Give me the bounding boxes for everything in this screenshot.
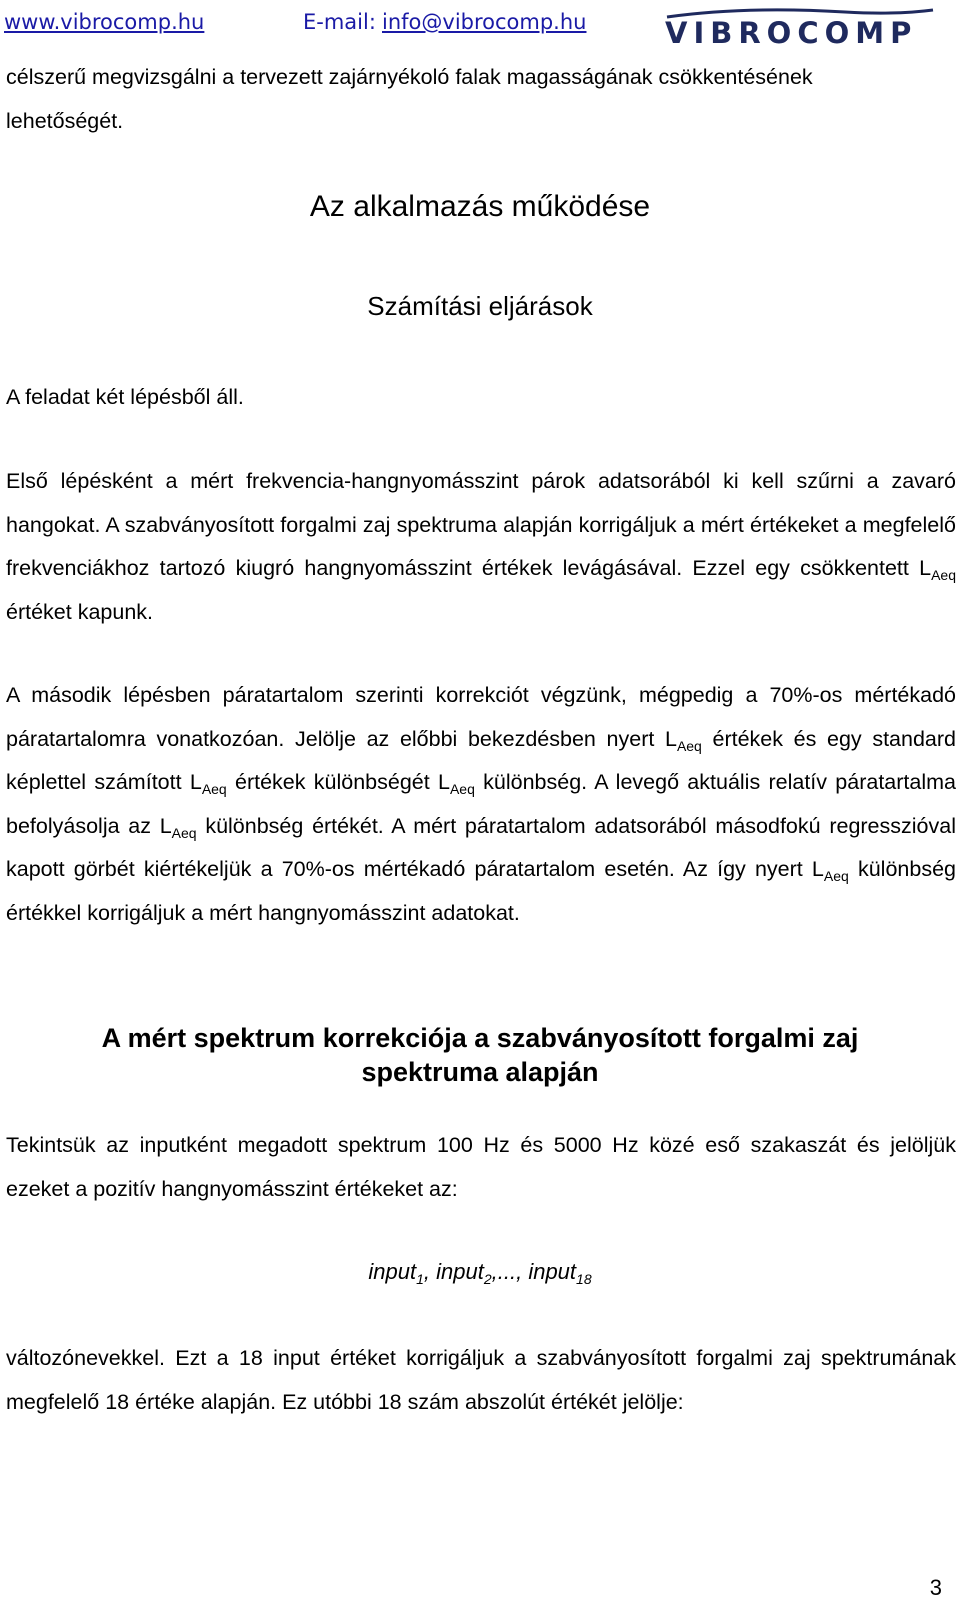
input-formula bbox=[0, 1259, 960, 1285]
p3-sub-1: Aeq bbox=[676, 737, 702, 754]
p3-sub-5: Aeq bbox=[823, 868, 849, 884]
p2-text-a: Első lépésként a mért frekvencia-hangnyomásszint párok adatsorából ki kell szűrni a zavaró hangokat. A szabványosított forgalmi zaj spektruma alapján korrigáljuk a mért értékeket a megfelelő frekvenciákhoz tartozó kiugró hangnyomásszint értékek levágásával. Ezzel egy csökkentett L bbox=[6, 469, 956, 580]
paragraph-4: Tekintsük az inputként megadott spektrum 100 Hz és 5000 Hz közé eső szakaszát és jelöljük ezeket a pozitív hangnyomásszint értékeket az: bbox=[6, 1133, 956, 1201]
page-number: 3 bbox=[929, 1575, 942, 1600]
p3-text-2: értékek és egy standard képlettel számított L bbox=[6, 726, 956, 794]
logo-text: VIBROCOMP bbox=[665, 16, 918, 50]
formula-var-2: input bbox=[436, 1259, 484, 1284]
paragraph-5: változónevekkel. Ezt a 18 input értéket korrigáljuk a szabványosított forgalmi zaj spektrumának megfelelő 18 értéke alapján. Ez utóbbi 18 szám abszolút értékét jelölje: bbox=[6, 1346, 956, 1414]
p3-sub-4: Aeq bbox=[171, 824, 197, 841]
formula-sub-1: 1 bbox=[416, 1271, 424, 1287]
formula-sep-2: ,..., bbox=[491, 1259, 529, 1284]
paragraph-1: A feladat két lépésből áll. bbox=[6, 385, 244, 409]
website-link[interactable]: www.vibrocomp.hu bbox=[4, 10, 205, 34]
p3-text-6: különbség értékkel korrigáljuk a mért hangnyomásszint adatokat. bbox=[6, 857, 956, 925]
p3-text-3: értékek különbségét L bbox=[226, 770, 450, 794]
p3-sub-3: Aeq bbox=[449, 781, 475, 797]
section-heading-line-2: spektruma alapján bbox=[361, 1057, 599, 1087]
section-heading bbox=[0, 1021, 960, 1089]
p3-text-1: A második lépésben páratartalom szerinti korrekciót végzünk, mégpedig a 70%-os mértékadó páratartalomra vonatkozóan. Jelölje az előbbi bekezdésben nyert L bbox=[6, 683, 956, 751]
formula-var-3: input bbox=[528, 1259, 577, 1284]
p3-sub-2: Aeq bbox=[201, 781, 227, 797]
paragraph-3 bbox=[6, 674, 956, 935]
formula-var-1: input bbox=[368, 1259, 417, 1284]
page-subtitle: Számítási eljárások bbox=[367, 291, 593, 321]
intro-paragraph bbox=[6, 56, 956, 143]
intro-line-2: lehetőségét. bbox=[6, 108, 124, 133]
paragraph-2 bbox=[6, 460, 956, 634]
p3-text-4: különbség. A levegő aktuális relatív páratartalma befolyásolja az L bbox=[6, 770, 956, 838]
email-link[interactable]: info@vibrocomp.hu bbox=[382, 10, 587, 34]
formula-sub-2: 2 bbox=[483, 1271, 492, 1287]
vibrocomp-logo bbox=[665, 12, 935, 50]
p2-text-b: értéket kapunk. bbox=[6, 599, 154, 624]
intro-line-1: célszerű megvizsgálni a tervezett zajárnyékoló falak magasságának csökkentésének bbox=[6, 65, 813, 89]
section-heading-line-1: A mért spektrum korrekciója a szabványosított forgalmi zaj bbox=[101, 1023, 859, 1053]
email-label: E-mail: bbox=[303, 10, 376, 34]
formula-sub-3: 18 bbox=[576, 1271, 592, 1287]
page-title: Az alkalmazás működése bbox=[309, 190, 651, 223]
p3-text-5: különbség értékét. A mért páratartalom adatsorából másodfokú regresszióval kapott görbét kiértékeljük a 70%-os mértékadó páratartalom esetén. Az így nyert L bbox=[6, 813, 956, 881]
p2-sub: Aeq bbox=[931, 567, 956, 583]
page-header bbox=[0, 0, 960, 50]
formula-sep-1: , bbox=[423, 1259, 437, 1284]
